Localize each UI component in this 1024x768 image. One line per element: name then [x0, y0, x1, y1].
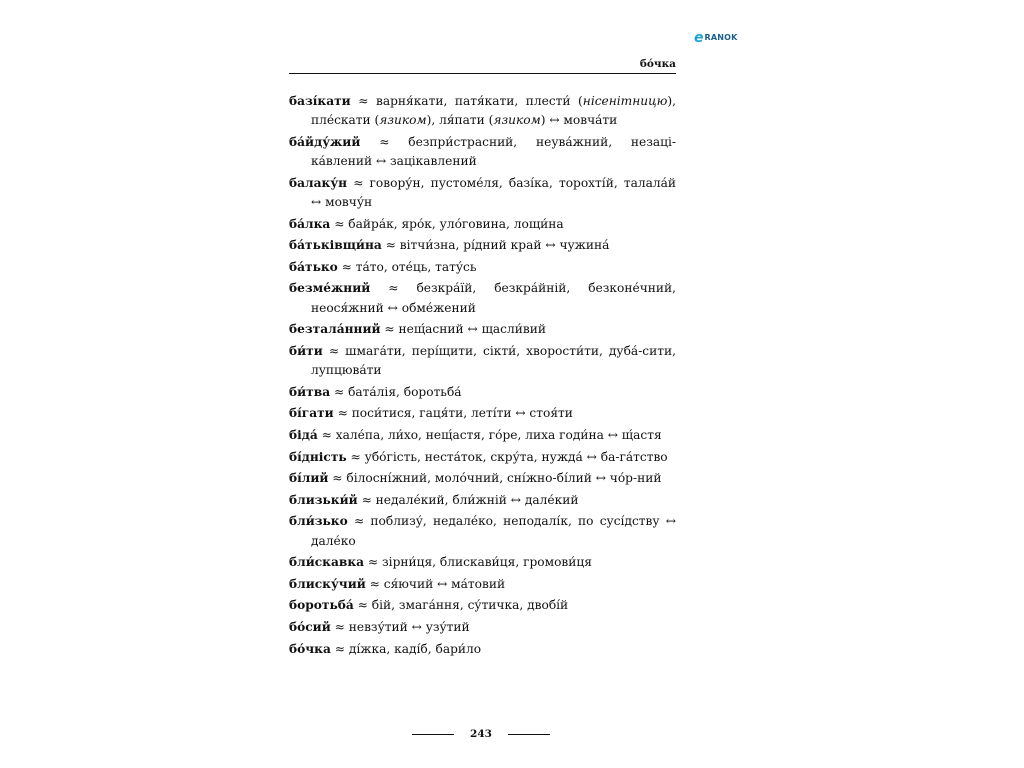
footer-rule-right	[508, 734, 550, 735]
dictionary-entry	[289, 236, 676, 255]
approx-sign: ≈	[360, 134, 409, 149]
entry-text: ) ↔ мовча́ти	[540, 113, 618, 128]
headword: бі́гати	[289, 406, 334, 421]
running-head: бо́чка	[639, 58, 676, 70]
headword: біда́	[289, 428, 318, 443]
headword: ба́лка	[289, 216, 331, 231]
entry-text: хале́па, ли́хо, нещ́астя, го́ре, лиха годи́на ↔ щ́астя	[335, 428, 662, 443]
dictionary-entry	[289, 553, 676, 572]
page-footer	[412, 727, 550, 741]
approx-sign: ≈	[381, 238, 400, 253]
dictionary-entry	[289, 92, 676, 131]
dictionary-page	[289, 56, 676, 661]
approx-sign: ≈	[350, 94, 376, 108]
approx-sign: ≈	[330, 620, 349, 635]
headword: безтала́нний	[289, 322, 381, 337]
entry-text: білосні́жний, моло́чний, сні́жно-бі́лий ↔ чо́р-ний	[346, 471, 662, 486]
entry-text: ), пле́скати (	[311, 94, 676, 128]
entry-text: безпри́страсний, неува́жний, незаці-ка́влений ↔ зацікавлений	[311, 134, 676, 169]
headword: безме́жний	[289, 281, 371, 296]
dictionary-entry	[289, 618, 676, 637]
headword: близьки́й	[289, 492, 358, 507]
entry-text: та́то, оте́ць, тату́сь	[355, 259, 477, 274]
entry-text: ся́ючий ↔ ма́товий	[383, 576, 506, 591]
entry-text: бата́лія, боротьба́	[348, 384, 462, 399]
entry-text: зірни́ця, блискави́ця, громови́ця	[382, 555, 592, 570]
entries-list	[289, 92, 676, 659]
footer-rule-left	[412, 734, 454, 735]
entry-text: убо́гість, неста́ток, скру́та, нужда́ ↔ ба-га́тство	[364, 449, 668, 464]
headword: ба́тько	[289, 259, 338, 274]
headword: би́ти	[289, 343, 323, 358]
approx-sign: ≈	[328, 471, 347, 486]
approx-sign: ≈	[357, 492, 376, 507]
dictionary-entry	[289, 426, 676, 445]
approx-sign: ≈	[364, 555, 383, 570]
headword: блиску́чий	[289, 576, 366, 591]
header-rule	[289, 73, 676, 74]
entry-text: говору́н, пустоме́ля, базі́ка, торохті́й, талала́й ↔ мовчу́н	[311, 175, 676, 210]
approx-sign: ≈	[370, 281, 417, 296]
headword: бі́лий	[289, 471, 329, 486]
approx-sign: ≈	[322, 343, 346, 358]
dictionary-entry	[289, 448, 676, 467]
approx-sign: ≈	[330, 216, 349, 231]
page-number: 243	[470, 728, 492, 740]
entry-text: байра́к, яро́к, уло́говина, лощи́на	[348, 216, 564, 231]
dictionary-entry	[289, 512, 676, 551]
publisher-logo	[694, 30, 738, 46]
dictionary-entry	[289, 279, 676, 318]
approx-sign: ≈	[333, 406, 352, 421]
entry-text: варня́кати, патя́кати, плести́ (	[375, 94, 583, 108]
approx-sign: ≈	[337, 259, 356, 274]
dictionary-entry	[289, 640, 676, 659]
dictionary-entry	[289, 342, 676, 381]
approx-sign: ≈	[365, 576, 384, 591]
approx-sign: ≈	[347, 514, 371, 529]
dictionary-entry	[289, 491, 676, 510]
entry-italic-note: язиком	[493, 113, 541, 128]
dictionary-entry	[289, 383, 676, 402]
dictionary-entry	[289, 469, 676, 488]
dictionary-entry	[289, 596, 676, 615]
entry-text: безкра́їй, безкра́йній, безконе́чний, неося́жний ↔ обме́жений	[311, 281, 676, 315]
approx-sign: ≈	[330, 384, 349, 399]
headword: бо́сий	[289, 620, 331, 635]
headword: бо́чка	[289, 641, 331, 656]
entry-italic-note: нісенітницю	[582, 94, 668, 108]
headword: бли́зько	[289, 514, 348, 529]
headword: ба́йду́жий	[289, 134, 361, 149]
headword: бі́дність	[289, 449, 347, 464]
dictionary-entry	[289, 215, 676, 234]
approx-sign: ≈	[330, 641, 349, 656]
logo-e-mark: e	[694, 30, 704, 46]
entry-text: невзу́тий ↔ узу́тий	[348, 620, 470, 635]
dictionary-entry	[289, 174, 676, 213]
approx-sign: ≈	[347, 175, 370, 190]
dictionary-entry	[289, 320, 676, 339]
dictionary-entry	[289, 404, 676, 423]
headword: балаку́н	[289, 175, 348, 190]
entry-text: поси́тися, гаця́ти, леті́ти ↔ стоя́ти	[351, 406, 573, 421]
entry-text: нещ́асний ↔ щасли́вий	[398, 322, 546, 337]
entry-text: вітчи́зна, рі́дний край ↔ чужина́	[399, 238, 610, 253]
headword: боротьба́	[289, 598, 354, 613]
headword: ба́тьківщи́на	[289, 238, 382, 253]
headword: би́тва	[289, 384, 331, 399]
entry-text: бій, змага́ння, су́тичка, двобі́й	[371, 598, 569, 613]
entry-text: ), ля́пати (	[426, 113, 494, 128]
approx-sign: ≈	[353, 598, 372, 613]
approx-sign: ≈	[317, 428, 336, 443]
entry-text: поблизу́, недале́ко, неподалі́к, по сусі́дству ↔ дале́ко	[311, 514, 676, 548]
approx-sign: ≈	[346, 449, 365, 464]
approx-sign: ≈	[380, 322, 399, 337]
dictionary-entry	[289, 258, 676, 277]
entry-text: ді́жка, каді́б, бари́ло	[348, 641, 482, 656]
headword: базі́кати	[289, 94, 351, 108]
headword: бли́скавка	[289, 555, 365, 570]
entry-text: шмага́ти, пері́щити, сікти́, хворости́ти, дуба́-сити, лупцюва́ти	[311, 343, 676, 378]
entry-italic-note: язиком	[379, 113, 427, 128]
entry-text: недале́кий, бли́жній ↔ дале́кий	[375, 492, 579, 507]
dictionary-entry	[289, 575, 676, 594]
logo-text: RANOK	[704, 33, 738, 42]
dictionary-entry	[289, 133, 676, 172]
